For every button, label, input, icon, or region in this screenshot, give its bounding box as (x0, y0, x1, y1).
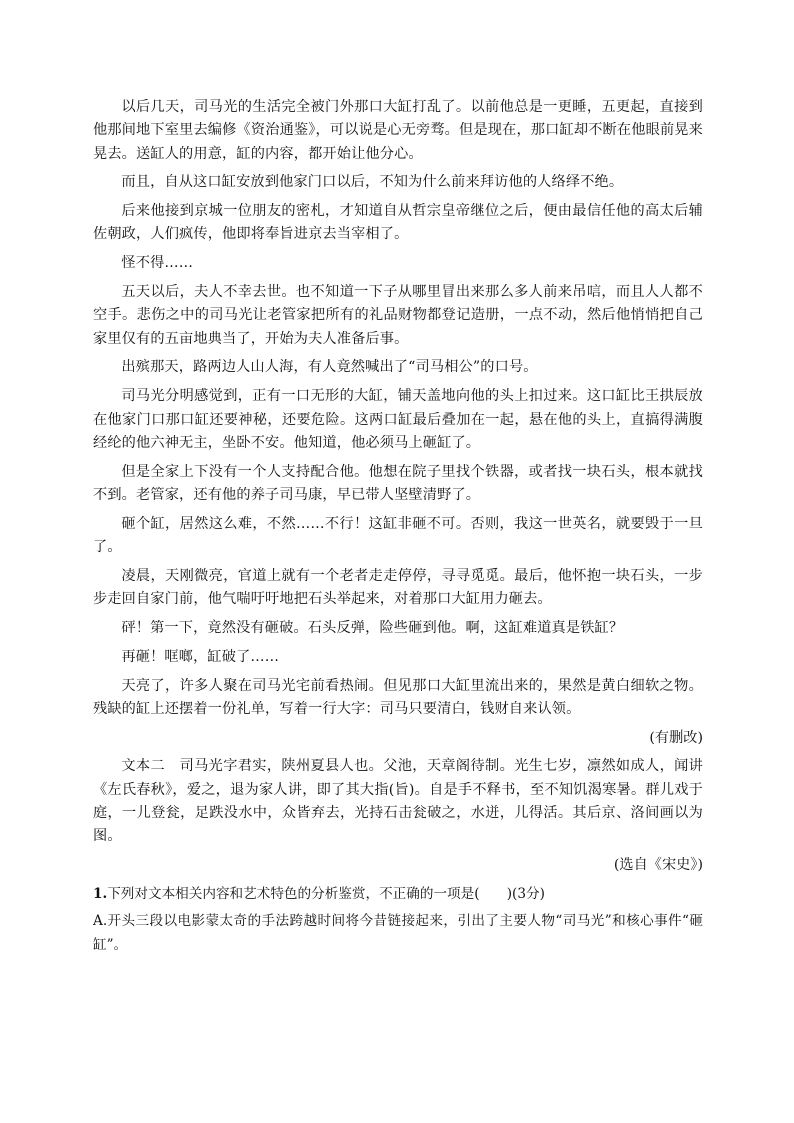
paragraph-1: 以后几天，司马光的生活完全被门外那口大缸打乱了。以前他总是一更睡，五更起，直接到他那间地下室里去编修《资治通鉴》，可以说是心无旁骛。但是现在，那口缸却不断在他眼前晃来晃去。送缸人的用意，缸的内容，都开始让他分心。 (93, 99, 703, 162)
paragraph-8: 但是全家上下没有一个人支持配合他。他想在院子里找个铁器，或者找一块石头，根本就找不到。老管家，还有他的养子司马康，早已带人坚壁清野了。 (93, 463, 703, 503)
paragraph-2: 而且，自从这口缸安放到他家门口以后，不知为什么前来拜访他的人络绎不绝。 (121, 174, 624, 191)
source-note-2: (选自《宋史》) (613, 857, 703, 874)
question-text: 下列对文本相关内容和艺术特色的分析鉴赏，不正确的一项是( )(3分) (107, 885, 545, 902)
paragraph-10: 凌晨，天刚微亮，官道上就有一个老者走走停停，寻寻觅觅。最后，他怀抱一块石头，一步步走回自家门前，他气喘吁吁地把石头举起来，对着那口大缸用力砸去。 (93, 567, 703, 608)
paragraph-12: 再砸！哐啷，缸破了…… (121, 648, 280, 665)
paragraph-7: 司马光分明感觉到，正有一口无形的大缸，铺天盖地向他的头上扣过来。这口缸比王拱辰放在他家门口那口缸还要神秘，还要危险。这两口缸最后叠加在一起，悬在他的头上，直搞得满腹经纶的他六神无主，坐卧不安。他知道，他必须马上砸缸了。 (93, 388, 703, 451)
paragraph-9: 砸个缸，居然这么难，不然……不行！这缸非砸不可。否则，我这一世英名，就要毁于一旦了。 (93, 515, 703, 556)
paragraph-3: 后来他接到京城一位朋友的密札，才知道自从哲宗皇帝继位之后，便由最信任他的高太后辅佐朝政，人们疯传，他即将奉旨进京去当宰相了。 (93, 203, 703, 243)
text-two-paragraph (93, 755, 703, 848)
paragraph-5: 五天以后，夫人不幸去世。也不知道一下子从哪里冒出来那么多人前来吊唁，而且人人都不空手。悲伤之中的司马光让老管家把所有的礼品财物都登记造册，一点不动，然后他悄悄把自己家里仅有的五亩地典当了，开始为夫人准备后事。 (93, 284, 703, 347)
text-two-label: 文本二 (121, 758, 166, 775)
source-note-1: (有删改) (649, 729, 703, 746)
question-1 (93, 883, 703, 906)
paragraph-13: 天亮了，许多人聚在司马光宅前看热闹。但见那口大缸里流出来的，果然是黄白细软之物。残缺的缸上还摆着一份礼单，写着一行大字：司马只要清白，钱财自来认领。 (93, 677, 703, 717)
paragraph-6: 出殡那天，路两边人山人海，有人竟然喊出了“司马相公”的口号。 (121, 359, 538, 376)
question-number: 1. (93, 885, 108, 902)
option-a: A.开头三段以电影蒙太奇的手法跨越时间将今昔链接起来，引出了主要人物“司马光”和核心事件“砸缸”。 (93, 913, 703, 954)
paragraph-11: 砰！第一下，竟然没有砸破。石头反弹，险些砸到他。啊，这缸难道真是铁缸？ (121, 619, 624, 636)
document-page (93, 96, 703, 957)
paragraph-4: 怪不得…… (121, 255, 194, 272)
text-two-body: 司马光字君实，陕州夏县人也。父池，天章阁待制。光生七岁，凛然如成人，闻讲《左氏春秋》，爱之，退为家人讲，即了其大指(旨)。自是手不释书，至不知饥渴寒暑。群儿戏于庭，一儿登瓮，足跌没水中，众皆弃去，光持石击瓮破之，水迸，儿得活。其后京、洛间画以为图。 (93, 758, 703, 845)
